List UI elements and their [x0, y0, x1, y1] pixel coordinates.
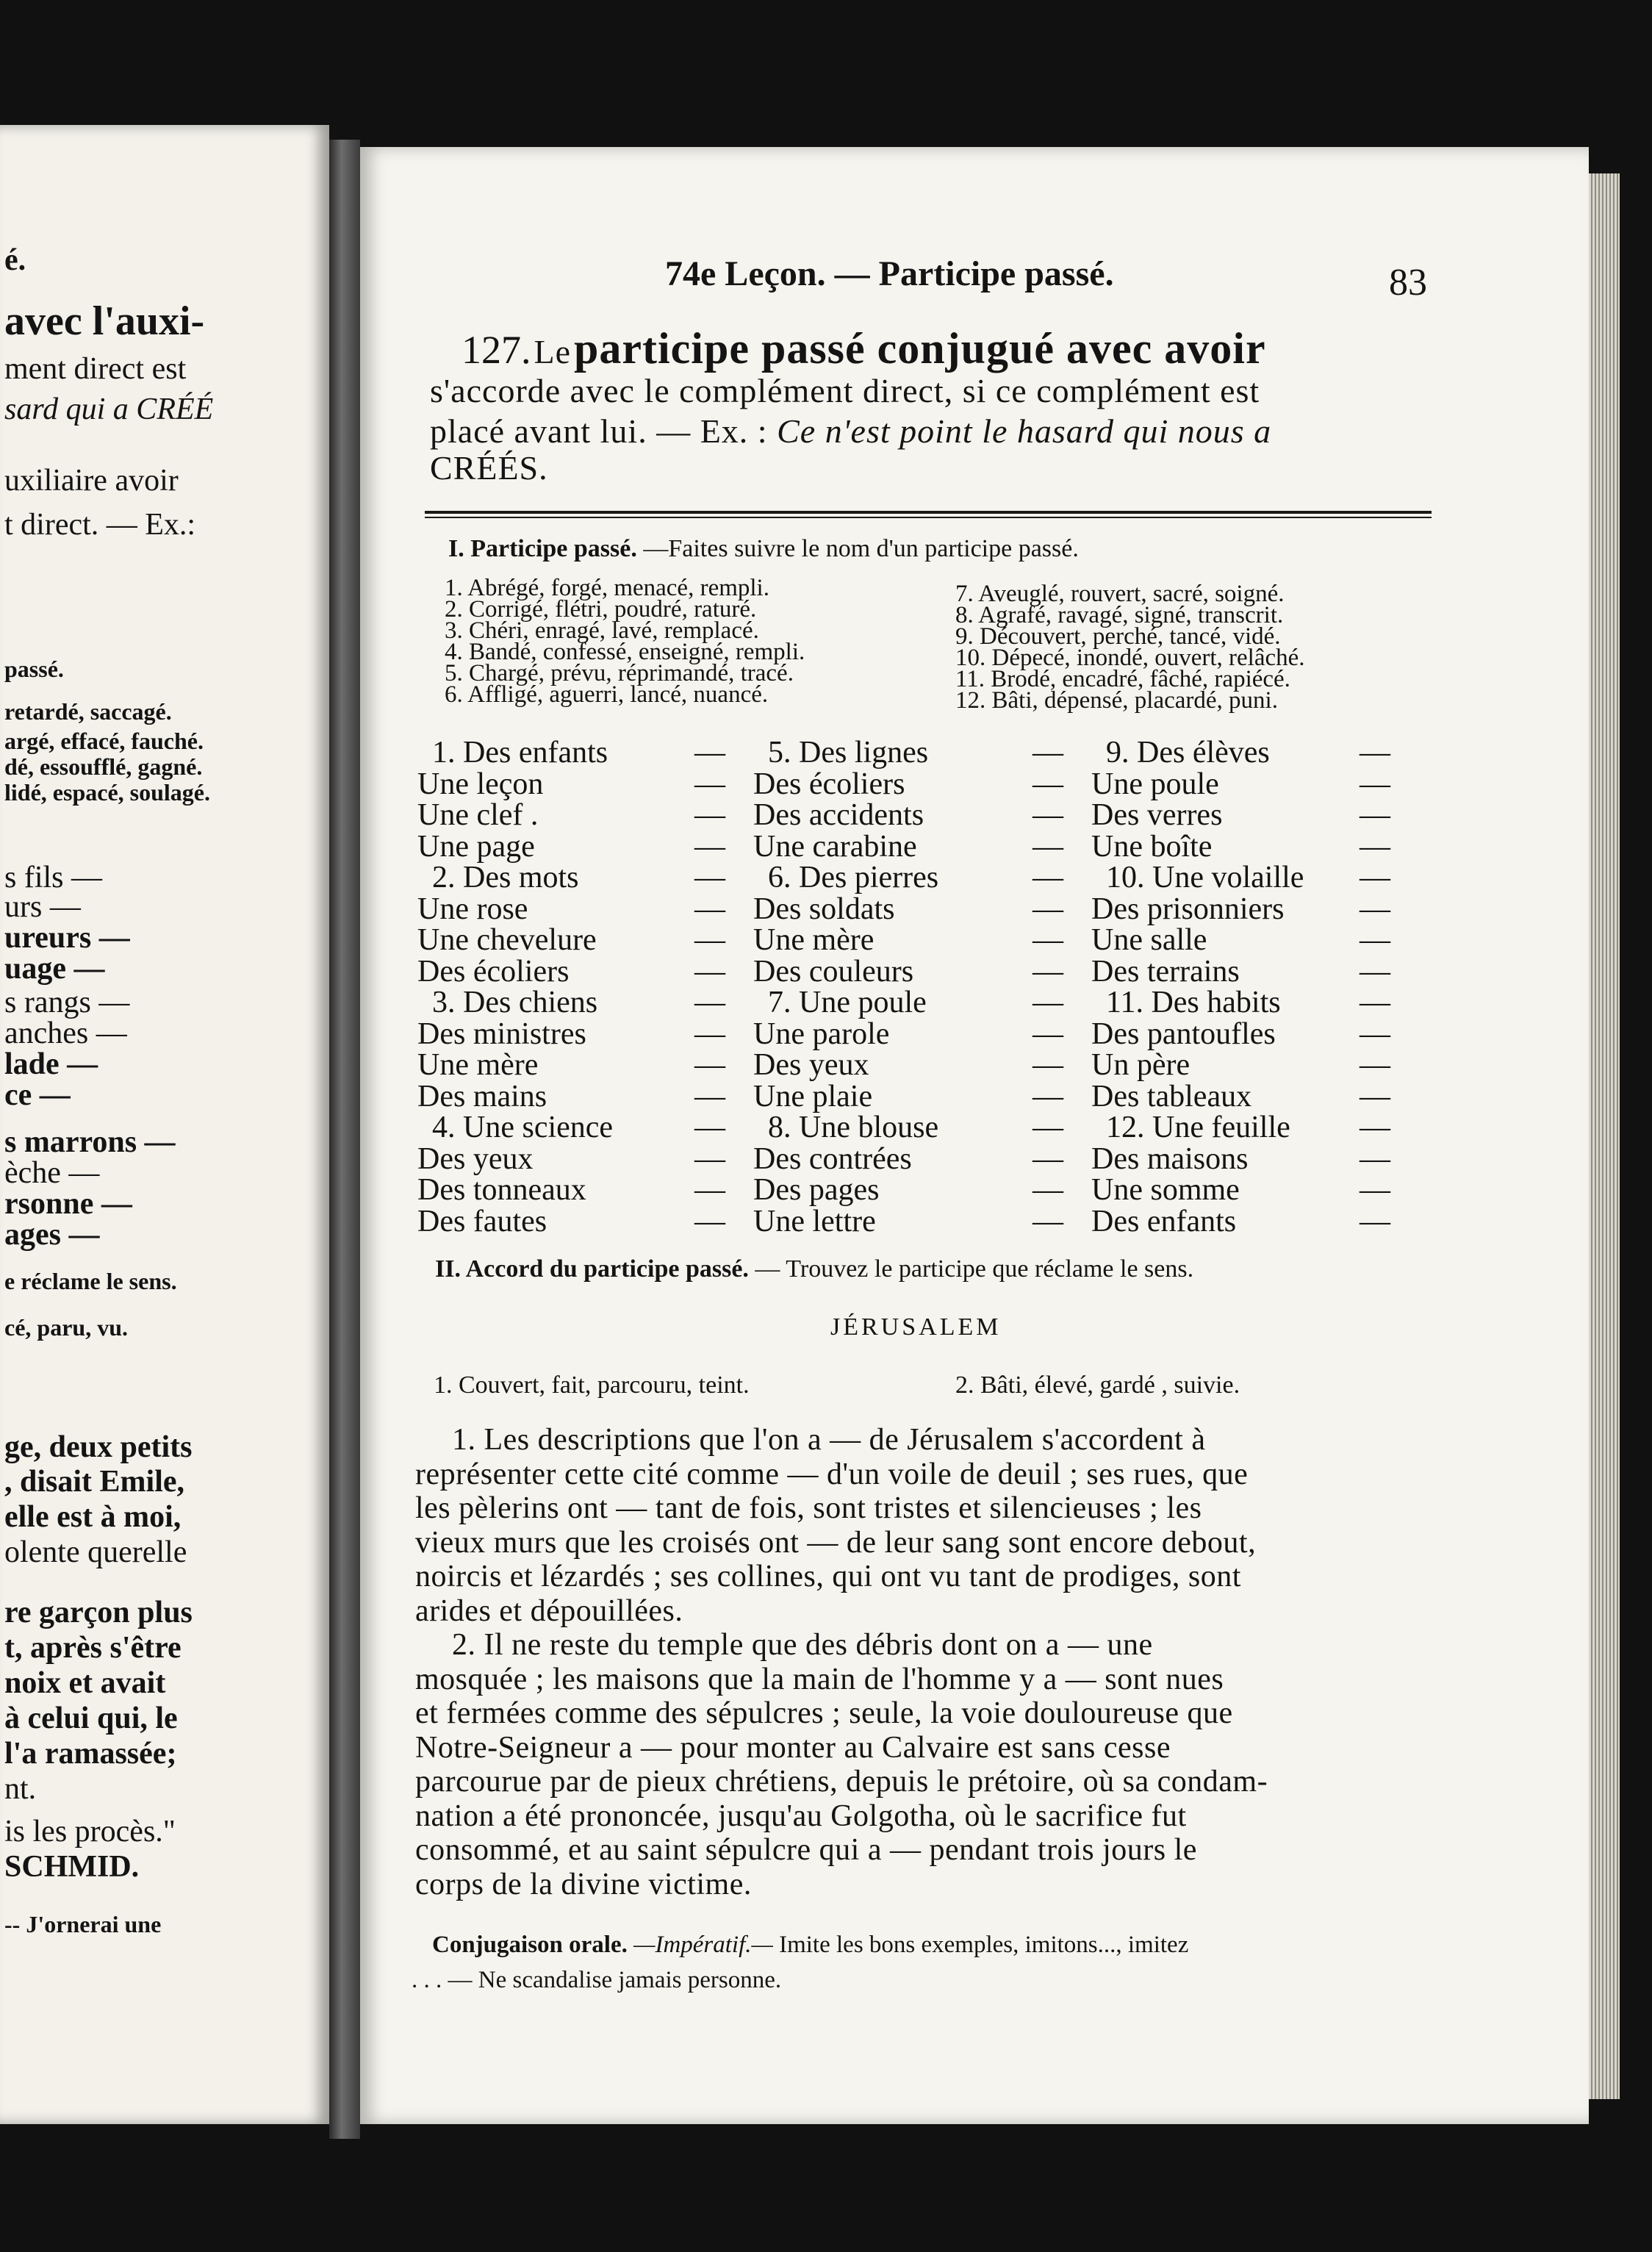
answer-blank: — [694, 955, 725, 989]
answer-blank: — [1360, 830, 1390, 864]
left-page-line: t direct. — Ex.: [4, 508, 196, 542]
paragraph-line: nation a été prononcée, jusqu'au Golgotha, où le sacrifice fut [415, 1799, 1187, 1833]
answer-blank: — [694, 830, 725, 864]
footer-mood: —Impératif.— [633, 1932, 773, 1958]
left-page-line: uxiliaire avoir [4, 464, 179, 498]
noun-entry: Une chevelure [417, 923, 597, 957]
left-page-line: -- J'ornerai une [4, 1911, 162, 1937]
left-page-line: rsonne — [4, 1187, 132, 1221]
noun-entry: 12. Une feuille [1106, 1111, 1290, 1144]
left-page-line: anches — [4, 1016, 127, 1050]
answer-blank: — [1032, 830, 1063, 864]
text-title: JÉRUSALEM [830, 1313, 1002, 1341]
answer-blank: — [1360, 1142, 1390, 1176]
left-page-line: é. [4, 243, 26, 277]
noun-entry: Des couleurs [753, 955, 914, 989]
noun-entry: Une rose [417, 892, 528, 926]
left-page-line: ment direct est [4, 352, 187, 386]
answer-blank: — [1032, 1048, 1063, 1082]
paragraph-line: les pèlerins ont — tant de fois, sont tristes et silencieuses ; les [415, 1491, 1202, 1525]
left-page-line: is les procès." [4, 1815, 176, 1848]
noun-entry: Des mains [417, 1080, 547, 1114]
noun-entry: 1. Des enfants [432, 736, 608, 770]
running-header: 74e Leçon. — Participe passé. [665, 254, 1114, 293]
answer-blank: — [1032, 1142, 1063, 1176]
noun-entry: Des écoliers [753, 767, 905, 801]
answer-blank: — [694, 1205, 725, 1238]
noun-entry: 11. Des habits [1106, 986, 1281, 1019]
answer-blank: — [694, 798, 725, 832]
hint-2: 2. Bâti, élevé, gardé , suivie. [955, 1371, 1240, 1399]
paragraph-line: vieux murs que les croisés ont — de leur sang sont encore debout, [415, 1525, 1257, 1560]
answer-blank: — [1360, 736, 1390, 770]
noun-entry: 9. Des élèves [1106, 736, 1270, 770]
answer-blank: — [1360, 1111, 1390, 1144]
noun-entry: Des verres [1091, 798, 1223, 832]
noun-entry: Des enfants [1091, 1205, 1237, 1238]
noun-entry: Des fautes [417, 1205, 547, 1238]
page-edges [1589, 173, 1620, 2099]
noun-entry: Une somme [1091, 1173, 1240, 1207]
left-page-line: ce — [4, 1078, 71, 1112]
verb-list-item: 4. Bandé, confessé, enseigné, rempli. [445, 639, 805, 665]
left-page-line: urs — [4, 890, 81, 924]
left-page-line: , disait Emile, [4, 1465, 185, 1499]
answer-blank: — [1032, 1080, 1063, 1114]
answer-blank: — [694, 1111, 725, 1144]
noun-entry: Des yeux [753, 1048, 869, 1082]
left-page-line: lidé, espacé, soulagé. [4, 779, 210, 806]
noun-entry: 7. Une poule [768, 986, 927, 1019]
answer-blank: — [694, 1173, 725, 1207]
rule-line-2: s'accorde avec le complément direct, si ce complément est [430, 372, 1260, 409]
noun-entry: Une mère [417, 1048, 539, 1082]
answer-blank: — [1032, 1205, 1063, 1238]
paragraph-line: et fermées comme des sépulcres ; seule, la voie douloureuse que [415, 1696, 1233, 1730]
left-page-line: re garçon plus [4, 1596, 193, 1629]
left-page-line: passé. [4, 656, 64, 682]
left-page-line: elle est à moi, [4, 1500, 182, 1534]
exercise-2-instruction: — Trouvez le participe que réclame le sens. [755, 1255, 1194, 1283]
answer-blank: — [1032, 1173, 1063, 1207]
left-page-line: èche — [4, 1156, 100, 1190]
page-number: 83 [1389, 262, 1427, 304]
noun-entry: Des écoliers [417, 955, 570, 989]
left-page-line: s rangs — [4, 986, 130, 1019]
exercise-1-label: I. Participe passé. [448, 535, 637, 562]
answer-blank: — [694, 892, 725, 926]
noun-entry: Une clef . [417, 798, 539, 832]
noun-entry: 2. Des mots [432, 861, 579, 894]
paragraph-line: arides et dépouillées. [415, 1593, 683, 1628]
answer-blank: — [1360, 1173, 1390, 1207]
footer-line-2: . . . — Ne scandalise jamais personne. [412, 1967, 782, 1993]
paragraph-line: parcourue par de pieux chrétiens, depuis le prétoire, où sa condam- [415, 1765, 1268, 1799]
left-page-line: s marrons — [4, 1125, 176, 1159]
answer-blank: — [1032, 986, 1063, 1019]
noun-entry: Une poule [1091, 767, 1219, 801]
noun-entry: Une parole [753, 1017, 890, 1051]
footer-line-1 [432, 1932, 1188, 1959]
answer-blank: — [694, 1017, 725, 1051]
noun-entry: 4. Une science [432, 1111, 614, 1144]
left-page-line: noix et avait [4, 1666, 166, 1700]
answer-blank: — [694, 1048, 725, 1082]
exercise-2-heading [435, 1255, 1193, 1283]
answer-blank: — [1032, 861, 1063, 894]
left-page-line: ureurs — [4, 921, 130, 955]
rule-first-line [462, 323, 1266, 374]
left-page-line: olente querelle [4, 1535, 187, 1569]
answer-blank: — [1360, 892, 1390, 926]
rule-line-4: CRÉÉS. [430, 449, 548, 487]
answer-blank: — [1032, 1111, 1063, 1144]
answer-blank: — [1360, 955, 1390, 989]
left-page-line: dé, essoufflé, gagné. [4, 753, 203, 780]
answer-blank: — [1360, 861, 1390, 894]
verb-list-item: 1. Abrégé, forgé, menacé, rempli. [445, 575, 769, 601]
answer-blank: — [694, 736, 725, 770]
answer-blank: — [1032, 1017, 1063, 1051]
answer-blank: — [1360, 1017, 1390, 1051]
noun-entry: Des yeux [417, 1142, 534, 1176]
answer-blank: — [1360, 798, 1390, 832]
noun-entry: Des terrains [1091, 955, 1240, 989]
answer-blank: — [1032, 892, 1063, 926]
noun-entry: 8. Une blouse [768, 1111, 939, 1144]
left-page-line: uage — [4, 952, 105, 986]
left-page-line: nt. [4, 1772, 37, 1806]
verb-list-item: 5. Chargé, prévu, réprimandé, tracé. [445, 660, 794, 686]
rule-line-3-start: placé avant lui. — Ex. : [430, 412, 768, 450]
noun-entry: Une salle [1091, 923, 1207, 957]
answer-blank: — [694, 767, 725, 801]
paragraph-line: mosquée ; les maisons que la main de l'homme y a — sont nues [415, 1662, 1224, 1696]
left-page [0, 125, 329, 2124]
verb-list-item: 8. Agrafé, ravagé, signé, transcrit. [955, 602, 1284, 628]
noun-entry: Un père [1091, 1048, 1190, 1082]
left-page-line: e réclame le sens. [4, 1268, 177, 1294]
answer-blank: — [1032, 767, 1063, 801]
verb-list-item: 12. Bâti, dépensé, placardé, puni. [955, 687, 1278, 714]
verb-list-item: 3. Chéri, enragé, lavé, remplacé. [445, 617, 759, 644]
answer-blank: — [1032, 955, 1063, 989]
paragraph-line: 1. Les descriptions que l'on a — de Jérusalem s'accordent à [452, 1423, 1206, 1457]
rule-le: Le [534, 333, 572, 370]
book-gutter [329, 140, 360, 2139]
verb-list-item: 10. Dépecé, inondé, ouvert, relâché. [955, 645, 1305, 671]
answer-blank: — [1360, 1205, 1390, 1238]
footer-line-1-rest: Imite les bons exemples, imitons..., imitez [779, 1932, 1189, 1958]
left-page-line: avec l'auxi- [4, 298, 205, 344]
noun-entry: Une carabine [753, 830, 917, 864]
divider-rule [425, 511, 1432, 514]
verb-list-item: 2. Corrigé, flétri, poudré, raturé. [445, 596, 757, 623]
left-page-line: t, après s'être [4, 1631, 182, 1665]
answer-blank: — [694, 1080, 725, 1114]
verb-list-item: 11. Brodé, encadré, fâché, rapiécé. [955, 666, 1290, 692]
rule-line-3 [430, 412, 1271, 451]
noun-entry: Des tableaux [1091, 1080, 1252, 1114]
answer-blank: — [1032, 798, 1063, 832]
exercise-2-label: II. Accord du participe passé. [435, 1255, 749, 1283]
verb-list-item: 7. Aveuglé, rouvert, sacré, soigné. [955, 581, 1285, 607]
left-page-line: cé, paru, vu. [4, 1314, 128, 1341]
noun-entry: Une lettre [753, 1205, 876, 1238]
noun-entry: Des prisonniers [1091, 892, 1285, 926]
paragraph-line: noircis et lézardés ; ses collines, qui ont vu tant de prodiges, sont [415, 1560, 1241, 1593]
noun-entry: Des ministres [417, 1017, 586, 1051]
noun-entry: 5. Des lignes [768, 736, 929, 770]
noun-entry: Des maisons [1091, 1142, 1249, 1176]
answer-blank: — [1360, 986, 1390, 1019]
answer-blank: — [694, 923, 725, 957]
paragraph-line: corps de la divine victime. [415, 1867, 752, 1901]
verb-list-item: 9. Découvert, perché, tancé, vidé. [955, 623, 1281, 650]
paragraph-line: 2. Il ne reste du temple que des débris dont on a — une [452, 1628, 1153, 1662]
noun-entry: 10. Une volaille [1106, 861, 1304, 894]
left-page-line: ge, deux petits [4, 1430, 193, 1464]
noun-entry: Des contrées [753, 1142, 912, 1176]
noun-entry: Une leçon [417, 767, 544, 801]
noun-entry: Des soldats [753, 892, 895, 926]
left-page-line: argé, effacé, fauché. [4, 728, 204, 754]
answer-blank: — [694, 861, 725, 894]
noun-entry: Des pages [753, 1173, 880, 1207]
rule-title: participe passé conjugué avec avoir [574, 324, 1266, 373]
rule-number: 127. [462, 328, 531, 372]
noun-entry: Des tonneaux [417, 1173, 586, 1207]
noun-entry: 6. Des pierres [768, 861, 939, 894]
answer-blank: — [694, 1142, 725, 1176]
answer-blank: — [694, 986, 725, 1019]
answer-blank: — [1360, 1080, 1390, 1114]
left-page-line: ages — [4, 1218, 100, 1252]
answer-blank: — [1032, 923, 1063, 957]
noun-entry: Une page [417, 830, 535, 864]
exercise-1-instruction: —Faites suivre le nom d'un participe passé. [643, 535, 1079, 562]
left-page-line: à celui qui, le [4, 1701, 178, 1735]
left-page-line: SCHMID. [4, 1850, 140, 1884]
noun-entry: 3. Des chiens [432, 986, 598, 1019]
left-page-line: lade — [4, 1047, 98, 1081]
divider-rule-thin [425, 517, 1432, 518]
hint-1: 1. Couvert, fait, parcouru, teint. [434, 1371, 750, 1399]
left-page-line: l'a ramassée; [4, 1737, 177, 1771]
noun-entry: Des accidents [753, 798, 924, 832]
paragraph-line: représenter cette cité comme — d'un voile de deuil ; ses rues, que [415, 1457, 1249, 1491]
noun-entry: Une mère [753, 923, 875, 957]
rule-example: Ce n'est point le hasard qui nous a [777, 412, 1272, 450]
noun-entry: Une plaie [753, 1080, 873, 1114]
left-page-line: s fils — [4, 861, 103, 894]
verb-list-item: 6. Affligé, aguerri, lancé, nuancé. [445, 681, 769, 708]
exercise-1-heading [448, 535, 1079, 563]
paragraph-line: consommé, et au saint sépulcre qui a — pendant trois jours le [415, 1833, 1197, 1867]
footer-label: Conjugaison orale. [432, 1932, 628, 1958]
answer-blank: — [1360, 923, 1390, 957]
answer-blank: — [1360, 1048, 1390, 1082]
noun-entry: Une boîte [1091, 830, 1213, 864]
left-page-line: retardé, saccagé. [4, 698, 172, 725]
answer-blank: — [1032, 736, 1063, 770]
noun-entry: Des pantoufles [1091, 1017, 1276, 1051]
answer-blank: — [1360, 767, 1390, 801]
left-page-line: sard qui a CRÉÉ [4, 392, 214, 426]
paragraph-line: Notre-Seigneur a — pour monter au Calvaire est sans cesse [415, 1730, 1171, 1765]
